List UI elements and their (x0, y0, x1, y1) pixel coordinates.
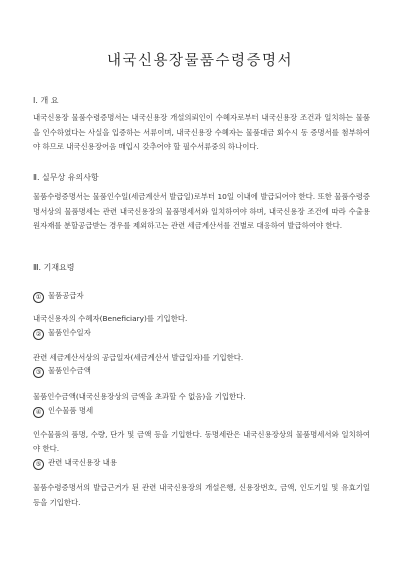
item-5-text: 물품수령증명서의 발급근거가 된 관련 내국신용장의 개설은행, 신용장번호, 금액, 인도기일 및 유효기일 등을 기입한다. (33, 483, 370, 507)
section-3-heading: Ⅲ. 기재요령 (33, 263, 75, 272)
item-3-label: 물품인수금액 (48, 366, 91, 375)
item-5-number: ⑤ (33, 459, 44, 470)
item-3-text: 물품인수금액(내국신용장상의 금액을 초과할 수 없음)을 기입한다. (33, 392, 246, 401)
item-1-number: ① (33, 292, 44, 303)
item-1-label: 물품공급자 (48, 291, 84, 300)
item-3-number: ③ (33, 367, 44, 378)
document-title: 내국신용장물품수령증명서 (106, 53, 294, 69)
item-4-number: ④ (33, 407, 44, 418)
item-1-text: 내국신용자의 수혜자(Beneficiary)를 기입한다. (33, 314, 188, 323)
item-4-text: 인수물품의 품명, 수량, 단가 및 금액 등을 기입한다. 동명세란은 내국신용장상의 물품명세서와 일치하여야 한다. (33, 430, 370, 454)
item-1-heading (33, 290, 84, 303)
item-2-label: 물품인수일자 (48, 328, 91, 337)
item-4-label: 인수물품 명세 (48, 406, 94, 415)
item-5-heading (33, 457, 117, 470)
item-2-text: 관련 세금계산서상의 공급일자(세금계산서 발급일자)를 기입한다. (33, 353, 244, 362)
section-1-text: 내국신용장 물품수령증명서는 내국신용장 개설의뢰인이 수혜자로부터 내국신용장 조건과 일치하는 물품을 인수하였다는 사실을 입증하는 서류이며, 내국신용장 수혜자는 물품대금 회수시 동 증명서를 첨부하여야 하므로 내국신용장어음 매입시 갖추어야 할 필수서류중의 하나이다. (33, 113, 370, 152)
section-2-text: 물품수령증명서는 물품인수일(세금계산서 발급일)로부터 10일 이내에 발급되어야 한다. 또한 물품수령증명서상의 물품명세는 관련 내국신용장의 물품명세서와 일치하여야 하며, 내국신용장 조건에 따라 수출용원자재를 분할공급받는 경우를 제외하고는 관련 세금계산서를 건별로 대응하여 발급하여야 한다. (33, 192, 370, 231)
section-2-heading: Ⅱ. 실무상 유의사항 (33, 173, 99, 182)
item-3-heading (33, 365, 91, 378)
item-2-heading (33, 327, 91, 340)
item-4-heading (33, 405, 93, 418)
item-5-label: 관련 내국신용장 내용 (48, 458, 117, 467)
section-1-heading: Ⅰ. 개 요 (33, 96, 59, 105)
item-2-number: ② (33, 329, 44, 340)
